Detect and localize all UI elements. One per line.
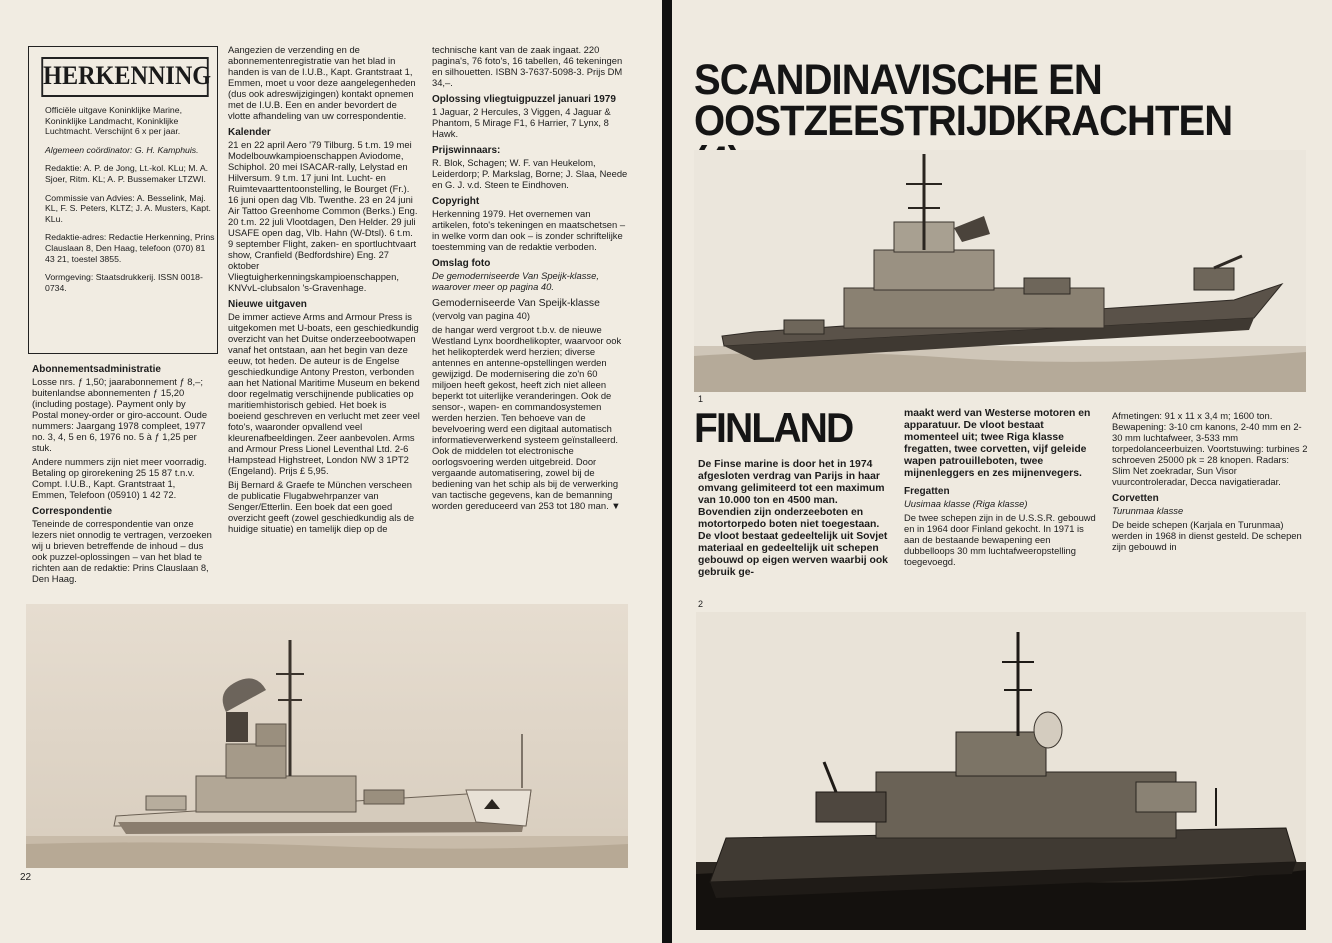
correspondence-heading: Correspondentie bbox=[32, 506, 113, 517]
calendar-body: 21 en 22 april Aero '79 Tilburg. 5 t.m. 19 mei Modelbouwkampioenschappen Aviodome, Schiphol. 20 mei ISACAR-rally, Lelystad en Hilversum. 9 t.m. 17 juni Int. Lucht- en Ruimtevaarttentoonstelling, le Bourget (Fr.). 16 juni open dag Vlb. Twenthe. 23 en 24 juni Air Tattoo Greenhome Common (Berks.) Eng. 20 t.m. 22 juli Vlootdagen, Den Helder. 29 juli USAFE open dag, Vlb. Hahn (W-Dtsl). 6 t.m. 9 september Flight, zaken- en sportluchtvaart show, Cranfield (Bedfordshire) Eng. 27 oktober Vliegtuigherkenningskampioenschappen, KNVvL-clubsalon 's-Gravenhage. bbox=[228, 139, 418, 293]
right-page bbox=[672, 0, 1332, 943]
calendar-heading: Kalender bbox=[228, 127, 271, 138]
subscription-heading: Abonnementsadministratie bbox=[32, 364, 161, 375]
masthead-address: Redaktie-adres: Redactie Herkenning, Prins Clauslaan 8, Den Haag, telefoon (070) 81 43 21, toestel 3855. bbox=[45, 232, 215, 264]
puzzle-solution: 1 Jaguar, 2 Hercules, 3 Viggen, 4 Jaguar & Phantom, 5 Mirage F1, 6 Harrier, 7 Lynx, 8 Hawk. bbox=[432, 106, 611, 139]
right-col-1 bbox=[698, 459, 888, 582]
article-title-line-1: SCANDINAVISCHE EN bbox=[694, 56, 1102, 104]
new-books-body: De immer actieve Arms and Armour Press is uitgekomen met U-boats, een geschiedkundig overzicht van het Duitse onderzeebootwapen vanaf het ontstaan, aan het begin van deze eeuw, tot heden. De auteur is de Engelse geschiedkundige Antony Preston, verbonden aan het National Maritime Museum en bekend door regelmatig verschijnende publicaties op maritiemhistorisch gebied. Het boek is boeiend geschreven en verlucht met zeer veel foto's, waaronder opvallend veel kleurenafbeeldingen. Zeer aanbevolen. Arms and Armour Press Lionel Leventhal Ltd. 2-6 Hampstead Highstreet, London NW 3 1PT2 (Engeland). Prijs £ 5,95. bbox=[228, 311, 420, 476]
winners-heading: Prijswinnaars: bbox=[432, 145, 501, 156]
subscription-body-2: Andere nummers zijn niet meer voorradig. Betaling op girorekening 25 15 87 t.n.v. Compt. I.U.B., Kapt. Grantstraat 1, Emmen, Telefoon (05910) 1 42 72. bbox=[32, 456, 207, 500]
page-number: 22 bbox=[20, 872, 32, 883]
finland-heading: FINLAND bbox=[694, 404, 853, 451]
masthead-editors: Redaktie: A. P. de Jong, Lt.-kol. KLu; M. A. Sjoer, Ritm. KL; A. P. Bussemaker LTZWI. bbox=[45, 163, 209, 184]
corvettes-body: De beide schepen (Karjala en Turunmaa) werden in 1968 in dienst gesteld. De schepen zijn gebouwd in bbox=[1112, 519, 1302, 552]
cover-body: De gemoderniseerde Van Speijk-klasse, waarover meer op pagina 40. bbox=[432, 270, 599, 292]
masthead-design: Vormgeving: Staatsdrukkerij. ISSN 0018-0734. bbox=[45, 272, 203, 293]
right-col-3 bbox=[1112, 410, 1308, 555]
photo-caption-2: 2 bbox=[698, 599, 704, 609]
masthead-title: HERKENNING bbox=[41, 57, 208, 97]
masthead-intro: Officiële uitgave Koninklijke Marine, Koninklijke Landmacht, Koninklijke Luchtmacht. Verschijnt 6 x per jaar. bbox=[45, 105, 182, 137]
left-page bbox=[0, 0, 662, 943]
finland-intro: De Finse marine is door het in 1974 afgesloten verdrag van Parijs in haar omvang gelimiteerd tot een maximum van 10.000 ton en 4500 man. Bovendien zijn onderzeeboten en motortorpedo boten niet toegestaan. De vloot bestaat gedeeltelijk uit Sovjet materiaal en gedeeltelijk uit schepen gebouwd op eigen werven waarbij ook gebruik ge- bbox=[698, 459, 888, 578]
corvette-photo bbox=[696, 612, 1306, 930]
distribution-note: Aangezien de verzending en de abonnementenregistratie van het blad in handen is van de I.U.B., Kapt. Grantstraat 1, Emmen, moet u voor deze aangelegenheden (dus ook adreswijzigingen) kontakt opnemen met de I.U.B. Een en ander bevordert de vlotte afhandeling van uw correspondentie. bbox=[228, 44, 416, 121]
correspondence-body: Teneinde de correspondentie van onze lezers niet onnodig te vertragen, verzoeken wij u brieven betreffende de inhoud – dus ook puzzel-oplossingen – van het blad te richten aan de redaktie: Prins Clauslaan 8, Den Haag. bbox=[32, 518, 212, 584]
copyright-body: Herkenning 1979. Het overnemen van artikelen, foto's tekeningen en maatschetsen – in welke vorm dan ook – is zonder schriftelijke toestemming van de redaktie verboden. bbox=[432, 208, 626, 252]
subscription-body: Losse nrs. ƒ 1,50; jaarabonnement ƒ 8,–; buitenlandse abonnementen ƒ 15,20 (including postage). Payment only by Postal money-order or giro-account. Oude nummers: Jaargang 1978 compleet, 1977 no. 3, 4, 5 en 6, 1976 no. 5 à ƒ 1,25 per stuk. bbox=[32, 376, 208, 453]
frigate-specs: Afmetingen: 91 x 11 x 3,4 m; 1600 ton. Bewapening: 3-10 cm kanons, 2-40 mm en 2-30 mm luchtafweer, 3-533 mm torpedolanceerbuizen. Voortstuwing: turbines 2 schroeven 25000 pk = 28 knopen. Radars: Slim Net zoekradar, Sun Visor vuurcontroleradar, Decca navigatieradar. bbox=[1112, 410, 1308, 487]
corvettes-heading: Corvetten bbox=[1112, 493, 1159, 504]
book-details: technische kant van de zaak ingaat. 220 pagina's, 76 foto's, 16 tabellen, 46 tekeningen en silhouetten. ISBN 3-7637-5098-3. Prijs DM 34,–. bbox=[432, 44, 623, 88]
masthead-advisory: Commissie van Advies: A. Besselink, Maj. KL, F. S. Peters, KLTZ; J. A. Musters, Kapt. KLu. bbox=[45, 192, 211, 224]
left-col-1 bbox=[32, 364, 212, 587]
corvettes-class: Turunmaa klasse bbox=[1112, 505, 1184, 516]
left-col-2 bbox=[228, 44, 420, 537]
new-books-body-2: Bij Bernard & Graefe te München verscheen de publicatie Flugabwehrpanzer van Senger/Etterlin. Een boek dat een goed overzicht geeft (zowel geschiedkundig als de huidige situatie) en tamelijk diep op de bbox=[228, 479, 415, 534]
cover-heading: Omslag foto bbox=[432, 258, 491, 269]
van-speijk-sub: (vervolg van pagina 40) bbox=[432, 310, 530, 321]
frigates-heading: Fregatten bbox=[904, 486, 950, 497]
masthead-box bbox=[28, 46, 218, 354]
left-col-3 bbox=[432, 44, 628, 514]
article-title-line-2: OOSTZEESTRIJDKRACHTEN bbox=[694, 97, 1233, 145]
fleet-summary: maakt werd van Westerse motoren en apparatuur. De vloot bestaat momenteel uit; twee Riga klasse fregatten, twee corvetten, vijf geleide wapen patrouilleboten, twee mijnenleggers en zes mijnenvegers. bbox=[904, 408, 1091, 479]
new-books-heading: Nieuwe uitgaven bbox=[228, 299, 307, 310]
frigates-class: Uusimaa klasse (Riga klasse) bbox=[904, 498, 1028, 509]
winners-list: R. Blok, Schagen; W. F. van Heukelom, Leiderdorp; P. Markslag, Borne; J. Slaa, Neede en G. J. v.d. Steen te Eindhoven. bbox=[432, 157, 628, 190]
masthead-coordinator: Algemeen coördinator: G. H. Kamphuis. bbox=[45, 144, 199, 155]
frigate-photo bbox=[26, 604, 628, 868]
copyright-heading: Copyright bbox=[432, 196, 480, 207]
riga-frigate-photo bbox=[694, 150, 1306, 392]
van-speijk-body: de hangar werd vergroot t.b.v. de nieuwe Westland Lynx boordhelikopter, waarvoor ook het helikopterdek werd herzien; diverse antennes en antenne-opstellingen werden gewijzigd. De modernisering die zo'n 60 miljoen heeft gekost, heeft zich niet alleen beperkt tot uiterlijke veranderingen. Ook de sensor-, wapen- en commandosystemen werden herzien. Ten behoeve van de bevelvoering werd een digitaal automatisch informatieverwerkend systeem geïnstalleerd. Ook de middelen tot electronische oorlogsvoering werden uitgebreid. Door vergaande automatisering, zowel bij de bediening van het schip als bij de verwerking van tactische gegevens, kan de bemanning worden gereduceerd van 253 tot 180 man. ▼ bbox=[432, 324, 622, 511]
frigates-body: De twee schepen zijn in de U.S.S.R. gebouwd en in 1964 door Finland gekocht. In 1971 is aan de bestaande bewapening een dubbelloops 30 mm luchtafweeropstelling toegevoegd. bbox=[904, 512, 1096, 567]
masthead-text bbox=[45, 105, 215, 301]
right-col-2 bbox=[904, 408, 1100, 570]
van-speijk-heading: Gemoderniseerde Van Speijk-klasse bbox=[432, 298, 600, 309]
page-gutter bbox=[662, 0, 672, 943]
puzzle-heading: Oplossing vliegtuigpuzzel januari 1979 bbox=[432, 94, 616, 105]
photo-caption-1: 1 bbox=[698, 394, 704, 404]
